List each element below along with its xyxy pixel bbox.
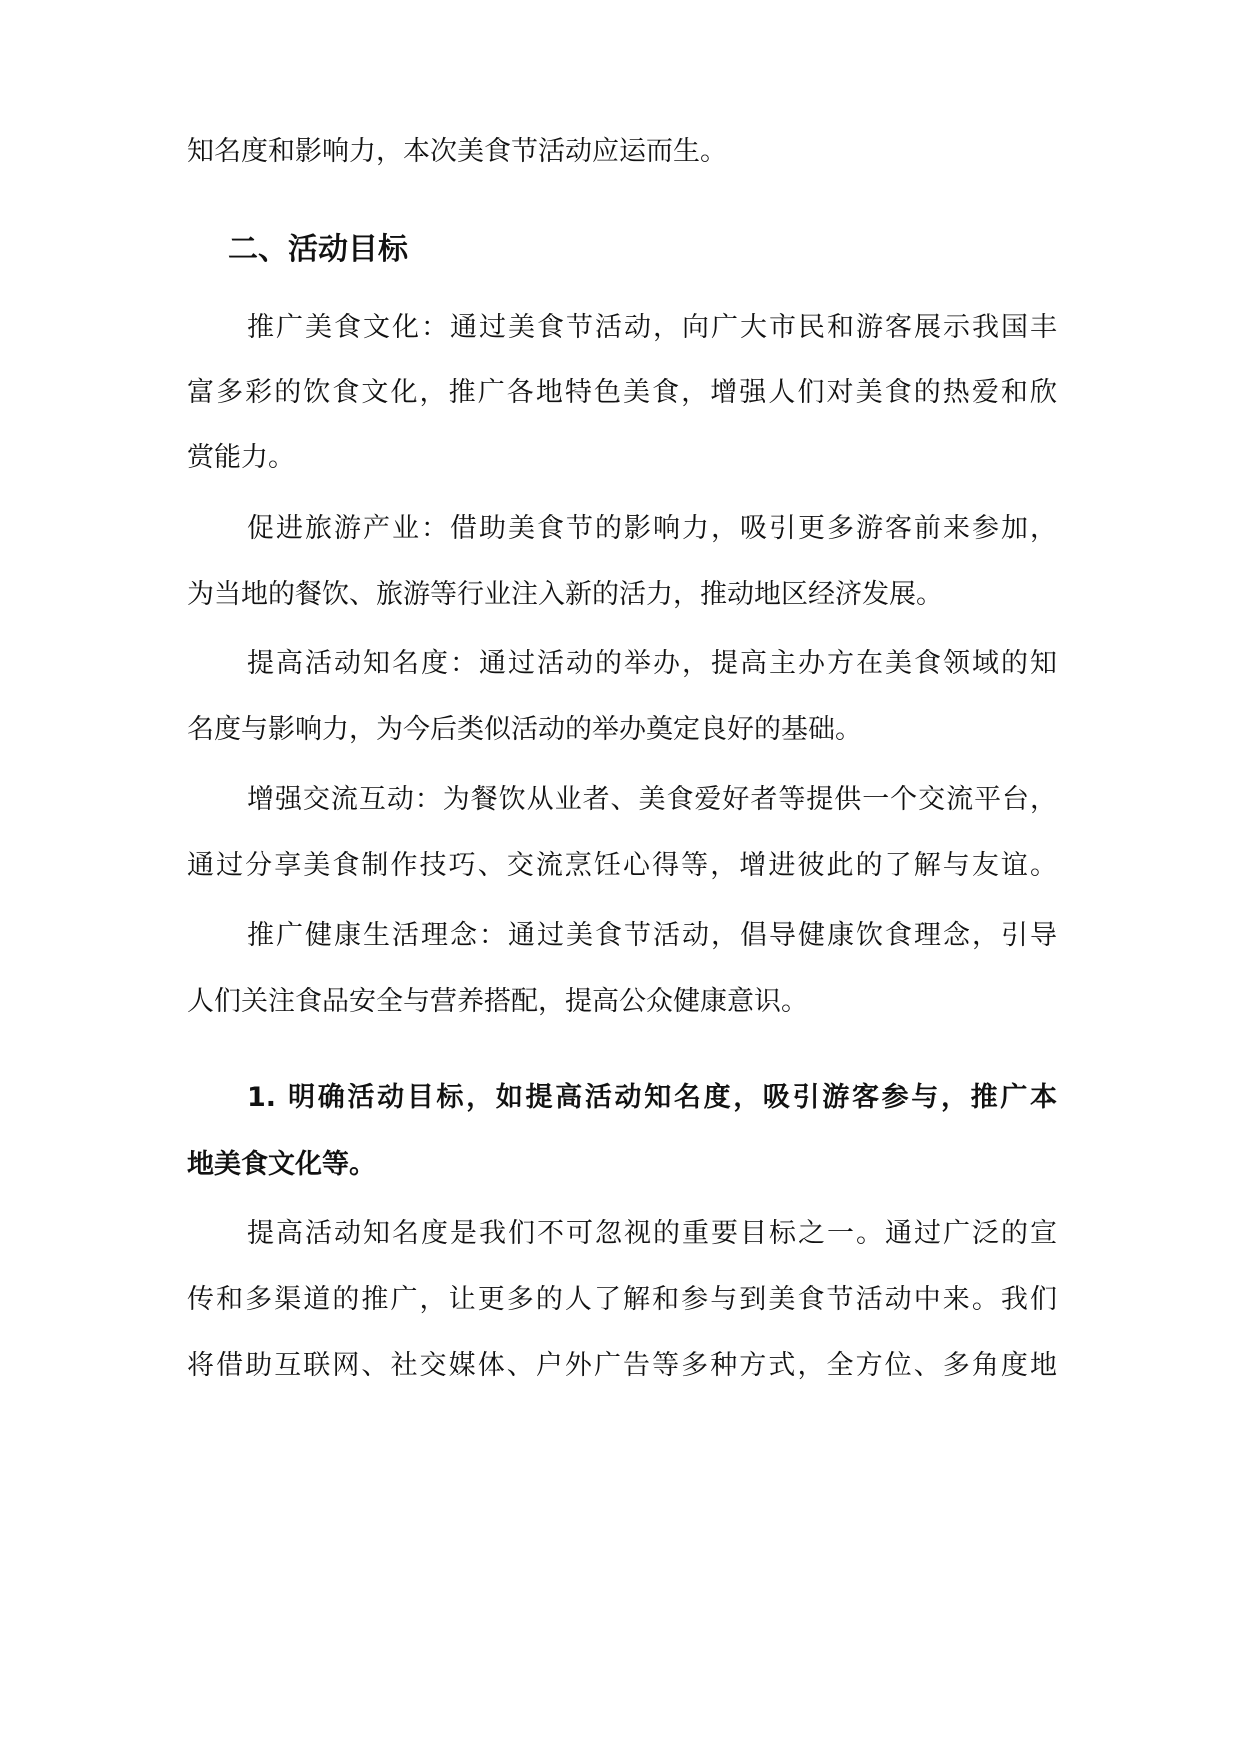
paragraph-line: 知名度和影响力，本次美食节活动应运而生。 — [187, 136, 727, 167]
subheading-line: 1. 明确活动目标，如提高活动知名度，吸引游客参与，推广本 — [247, 1082, 1057, 1113]
paragraph-line: 提高活动知名度是我们不可忽视的重要目标之一。通过广泛的宣 — [247, 1218, 1057, 1249]
paragraph-line: 为当地的餐饮、旅游等行业注入新的活力，推动地区经济发展。 — [187, 579, 943, 610]
section-heading: 二、活动目标 — [228, 232, 408, 267]
paragraph-line: 推广美食文化：通过美食节活动，向广大市民和游客展示我国丰 — [247, 312, 1057, 343]
subheading-line: 地美食文化等。 — [187, 1149, 376, 1180]
paragraph-line: 促进旅游产业：借助美食节的影响力，吸引更多游客前来参加， — [247, 513, 1057, 544]
paragraph-line: 通过分享美食制作技巧、交流烹饪心得等，增进彼此的了解与友谊。 — [187, 850, 1057, 881]
paragraph-line: 名度与影响力，为今后类似活动的举办奠定良好的基础。 — [187, 714, 862, 745]
paragraph-line: 提高活动知名度：通过活动的举办，提高主办方在美食领域的知 — [247, 648, 1057, 679]
paragraph-line: 传和多渠道的推广，让更多的人了解和参与到美食节活动中来。我们 — [187, 1284, 1057, 1315]
paragraph-line: 将借助互联网、社交媒体、户外广告等多种方式，全方位、多角度地 — [187, 1350, 1057, 1381]
paragraph-line: 推广健康生活理念：通过美食节活动，倡导健康饮食理念，引导 — [247, 920, 1057, 951]
paragraph-line: 人们关注食品安全与营养搭配，提高公众健康意识。 — [187, 986, 808, 1017]
paragraph-line: 增强交流互动：为餐饮从业者、美食爱好者等提供一个交流平台， — [247, 784, 1057, 815]
paragraph-line: 富多彩的饮食文化，推广各地特色美食，增强人们对美食的热爱和欣 — [187, 377, 1057, 408]
paragraph-line: 赏能力。 — [187, 442, 295, 473]
